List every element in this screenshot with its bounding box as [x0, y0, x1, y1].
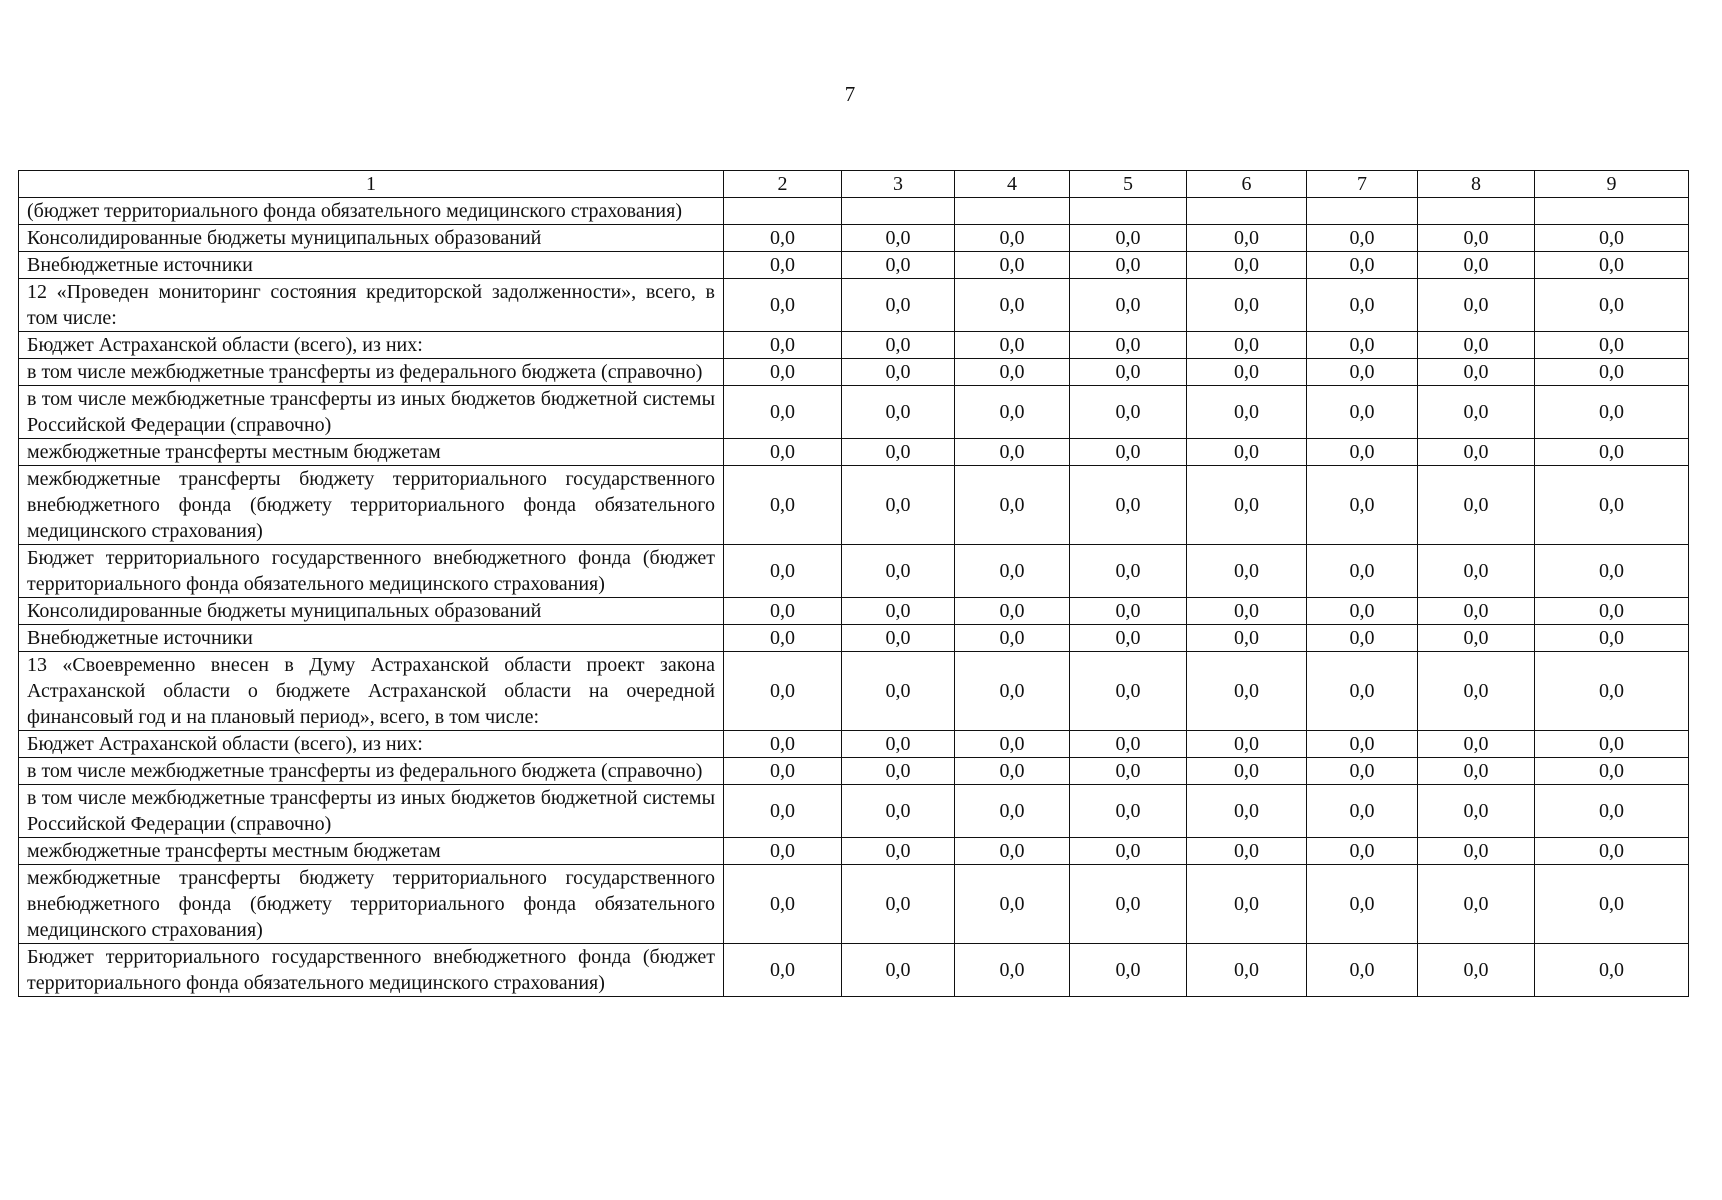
row-label: 13 «Своевременно внесен в Думу Астраханской области проект закона Астраханской области о бюджете Астраханской области на очередной финансовый год и на плановый период», всего, в том числе:: [19, 652, 724, 731]
value-cell: 0,0: [1307, 466, 1418, 545]
row-label: Бюджет территориального государственного внебюджетного фонда (бюджет территориального фонда обязательного медицинского страхования): [19, 545, 724, 598]
value-cell: [1535, 198, 1689, 225]
value-cell: 0,0: [1535, 359, 1689, 386]
value-cell: 0,0: [1307, 252, 1418, 279]
value-cell: 0,0: [1307, 838, 1418, 865]
value-cell: 0,0: [1187, 279, 1307, 332]
value-cell: 0,0: [955, 625, 1070, 652]
value-cell: 0,0: [955, 466, 1070, 545]
row-label: межбюджетные трансферты местным бюджетам: [19, 439, 724, 466]
value-cell: [724, 198, 842, 225]
row-label: Внебюджетные источники: [19, 625, 724, 652]
value-cell: 0,0: [1070, 785, 1187, 838]
value-cell: 0,0: [724, 838, 842, 865]
row-label: межбюджетные трансферты бюджету территориального государственного внебюджетного фонда (бюджету территориального фонда обязательного медицинского страхования): [19, 865, 724, 944]
value-cell: 0,0: [955, 252, 1070, 279]
value-cell: 0,0: [1535, 466, 1689, 545]
value-cell: 0,0: [842, 359, 955, 386]
table-row: [19, 198, 1689, 225]
table-row: [19, 944, 1689, 997]
value-cell: 0,0: [1307, 386, 1418, 439]
value-cell: 0,0: [1535, 386, 1689, 439]
value-cell: 0,0: [1535, 252, 1689, 279]
value-cell: 0,0: [1535, 625, 1689, 652]
value-cell: 0,0: [1535, 598, 1689, 625]
table-row: [19, 865, 1689, 944]
value-cell: 0,0: [1187, 466, 1307, 545]
row-label: межбюджетные трансферты бюджету территориального государственного внебюджетного фонда (бюджету территориального фонда обязательного медицинского страхования): [19, 466, 724, 545]
value-cell: 0,0: [1418, 439, 1535, 466]
row-label: 12 «Проведен мониторинг состояния кредиторской задолженности», всего, в том числе:: [19, 279, 724, 332]
value-cell: [1070, 198, 1187, 225]
value-cell: 0,0: [1187, 439, 1307, 466]
value-cell: 0,0: [724, 652, 842, 731]
value-cell: 0,0: [1307, 279, 1418, 332]
value-cell: 0,0: [724, 332, 842, 359]
value-cell: 0,0: [1418, 838, 1535, 865]
value-cell: 0,0: [1187, 386, 1307, 439]
value-cell: 0,0: [1070, 758, 1187, 785]
value-cell: 0,0: [1187, 652, 1307, 731]
value-cell: 0,0: [955, 785, 1070, 838]
row-label: Бюджет Астраханской области (всего), из них:: [19, 731, 724, 758]
value-cell: 0,0: [1535, 731, 1689, 758]
row-label: Внебюджетные источники: [19, 252, 724, 279]
value-cell: 0,0: [1418, 386, 1535, 439]
table-row: [19, 758, 1689, 785]
value-cell: 0,0: [1070, 652, 1187, 731]
value-cell: 0,0: [842, 625, 955, 652]
value-cell: 0,0: [955, 598, 1070, 625]
value-cell: 0,0: [1535, 279, 1689, 332]
column-header: 2: [724, 171, 842, 198]
value-cell: 0,0: [1187, 598, 1307, 625]
value-cell: 0,0: [1418, 865, 1535, 944]
row-label: в том числе межбюджетные трансферты из федерального бюджета (справочно): [19, 758, 724, 785]
value-cell: 0,0: [1535, 944, 1689, 997]
value-cell: 0,0: [842, 439, 955, 466]
value-cell: 0,0: [1307, 598, 1418, 625]
table-body: [19, 198, 1689, 997]
value-cell: 0,0: [724, 359, 842, 386]
value-cell: 0,0: [842, 838, 955, 865]
value-cell: [842, 198, 955, 225]
value-cell: 0,0: [955, 439, 1070, 466]
value-cell: 0,0: [724, 758, 842, 785]
value-cell: 0,0: [1418, 332, 1535, 359]
column-header: 8: [1418, 171, 1535, 198]
table-row: [19, 225, 1689, 252]
table-row: [19, 785, 1689, 838]
value-cell: 0,0: [1418, 279, 1535, 332]
value-cell: 0,0: [1070, 838, 1187, 865]
value-cell: 0,0: [1418, 944, 1535, 997]
value-cell: 0,0: [955, 731, 1070, 758]
value-cell: 0,0: [1187, 758, 1307, 785]
value-cell: [955, 198, 1070, 225]
page-number: 7: [844, 82, 856, 106]
value-cell: 0,0: [724, 865, 842, 944]
table-row: [19, 439, 1689, 466]
value-cell: 0,0: [842, 252, 955, 279]
header-row: [19, 171, 1689, 198]
table-row: [19, 279, 1689, 332]
value-cell: 0,0: [955, 865, 1070, 944]
value-cell: 0,0: [1070, 944, 1187, 997]
value-cell: 0,0: [724, 625, 842, 652]
value-cell: 0,0: [1418, 598, 1535, 625]
value-cell: 0,0: [1535, 332, 1689, 359]
value-cell: 0,0: [1187, 225, 1307, 252]
value-cell: 0,0: [1187, 252, 1307, 279]
row-label: Бюджет Астраханской области (всего), из них:: [19, 332, 724, 359]
value-cell: 0,0: [1418, 758, 1535, 785]
value-cell: 0,0: [1070, 386, 1187, 439]
value-cell: 0,0: [1418, 359, 1535, 386]
column-header: 4: [955, 171, 1070, 198]
column-header: 5: [1070, 171, 1187, 198]
value-cell: 0,0: [842, 865, 955, 944]
column-header: 3: [842, 171, 955, 198]
value-cell: 0,0: [724, 252, 842, 279]
value-cell: 0,0: [1307, 731, 1418, 758]
table-row: [19, 545, 1689, 598]
value-cell: 0,0: [1418, 252, 1535, 279]
table-row: [19, 731, 1689, 758]
value-cell: 0,0: [1535, 545, 1689, 598]
value-cell: 0,0: [842, 944, 955, 997]
value-cell: 0,0: [724, 386, 842, 439]
value-cell: 0,0: [955, 944, 1070, 997]
value-cell: 0,0: [955, 758, 1070, 785]
row-label: Консолидированные бюджеты муниципальных образований: [19, 225, 724, 252]
value-cell: 0,0: [724, 785, 842, 838]
value-cell: 0,0: [1307, 758, 1418, 785]
value-cell: 0,0: [1070, 865, 1187, 944]
value-cell: 0,0: [842, 466, 955, 545]
value-cell: 0,0: [955, 545, 1070, 598]
value-cell: 0,0: [1418, 731, 1535, 758]
value-cell: 0,0: [842, 279, 955, 332]
row-label: (бюджет территориального фонда обязательного медицинского страхования): [19, 198, 724, 225]
value-cell: 0,0: [1418, 625, 1535, 652]
value-cell: 0,0: [1307, 944, 1418, 997]
value-cell: 0,0: [724, 944, 842, 997]
value-cell: 0,0: [1307, 785, 1418, 838]
value-cell: 0,0: [1307, 225, 1418, 252]
table-row: [19, 652, 1689, 731]
value-cell: 0,0: [1535, 439, 1689, 466]
table-row: [19, 625, 1689, 652]
value-cell: 0,0: [1418, 225, 1535, 252]
value-cell: 0,0: [1187, 359, 1307, 386]
value-cell: 0,0: [955, 225, 1070, 252]
column-header: 7: [1307, 171, 1418, 198]
value-cell: 0,0: [955, 332, 1070, 359]
column-header: 1: [19, 171, 724, 198]
row-label: Консолидированные бюджеты муниципальных образований: [19, 598, 724, 625]
value-cell: 0,0: [724, 731, 842, 758]
value-cell: 0,0: [724, 545, 842, 598]
value-cell: 0,0: [1070, 625, 1187, 652]
table-row: [19, 838, 1689, 865]
value-cell: 0,0: [1070, 225, 1187, 252]
value-cell: 0,0: [1187, 838, 1307, 865]
table-row: [19, 252, 1689, 279]
value-cell: 0,0: [1418, 466, 1535, 545]
value-cell: 0,0: [1535, 785, 1689, 838]
value-cell: 0,0: [1535, 758, 1689, 785]
value-cell: 0,0: [842, 785, 955, 838]
value-cell: 0,0: [724, 279, 842, 332]
value-cell: 0,0: [842, 598, 955, 625]
value-cell: 0,0: [1187, 944, 1307, 997]
row-label: Бюджет территориального государственного внебюджетного фонда (бюджет территориального фонда обязательного медицинского страхования): [19, 944, 724, 997]
column-header: 6: [1187, 171, 1307, 198]
row-label: в том числе межбюджетные трансферты из иных бюджетов бюджетной системы Российской Федерации (справочно): [19, 386, 724, 439]
value-cell: 0,0: [955, 279, 1070, 332]
value-cell: [1187, 198, 1307, 225]
value-cell: 0,0: [955, 652, 1070, 731]
value-cell: [1307, 198, 1418, 225]
value-cell: 0,0: [1535, 225, 1689, 252]
value-cell: 0,0: [1535, 652, 1689, 731]
row-label: межбюджетные трансферты местным бюджетам: [19, 838, 724, 865]
value-cell: 0,0: [1418, 545, 1535, 598]
value-cell: 0,0: [955, 386, 1070, 439]
value-cell: 0,0: [1070, 439, 1187, 466]
value-cell: 0,0: [955, 359, 1070, 386]
table-row: [19, 386, 1689, 439]
row-label: в том числе межбюджетные трансферты из федерального бюджета (справочно): [19, 359, 724, 386]
value-cell: 0,0: [1307, 625, 1418, 652]
value-cell: 0,0: [1307, 359, 1418, 386]
value-cell: 0,0: [842, 545, 955, 598]
value-cell: 0,0: [1535, 838, 1689, 865]
value-cell: 0,0: [1070, 332, 1187, 359]
value-cell: 0,0: [1418, 652, 1535, 731]
value-cell: 0,0: [1187, 332, 1307, 359]
value-cell: [1418, 198, 1535, 225]
value-cell: 0,0: [724, 466, 842, 545]
value-cell: 0,0: [1187, 731, 1307, 758]
value-cell: 0,0: [1535, 865, 1689, 944]
value-cell: 0,0: [724, 598, 842, 625]
value-cell: 0,0: [1307, 439, 1418, 466]
value-cell: 0,0: [1187, 865, 1307, 944]
value-cell: 0,0: [842, 386, 955, 439]
table-row: [19, 466, 1689, 545]
value-cell: 0,0: [842, 652, 955, 731]
value-cell: 0,0: [1070, 545, 1187, 598]
column-header: 9: [1535, 171, 1689, 198]
value-cell: 0,0: [1418, 785, 1535, 838]
table-row: [19, 359, 1689, 386]
value-cell: 0,0: [1070, 598, 1187, 625]
value-cell: 0,0: [1070, 731, 1187, 758]
value-cell: 0,0: [842, 225, 955, 252]
row-label: в том числе межбюджетные трансферты из иных бюджетов бюджетной системы Российской Федерации (справочно): [19, 785, 724, 838]
value-cell: 0,0: [1307, 652, 1418, 731]
value-cell: 0,0: [1187, 625, 1307, 652]
value-cell: 0,0: [955, 838, 1070, 865]
budget-table: [18, 170, 1689, 997]
value-cell: 0,0: [724, 439, 842, 466]
value-cell: 0,0: [1070, 466, 1187, 545]
table-row: [19, 598, 1689, 625]
value-cell: 0,0: [1187, 785, 1307, 838]
value-cell: 0,0: [1307, 332, 1418, 359]
value-cell: 0,0: [842, 758, 955, 785]
value-cell: 0,0: [1307, 545, 1418, 598]
value-cell: 0,0: [1070, 359, 1187, 386]
table-row: [19, 332, 1689, 359]
value-cell: 0,0: [1070, 279, 1187, 332]
value-cell: 0,0: [724, 225, 842, 252]
value-cell: 0,0: [842, 731, 955, 758]
value-cell: 0,0: [842, 332, 955, 359]
value-cell: 0,0: [1070, 252, 1187, 279]
value-cell: 0,0: [1187, 545, 1307, 598]
value-cell: 0,0: [1307, 865, 1418, 944]
